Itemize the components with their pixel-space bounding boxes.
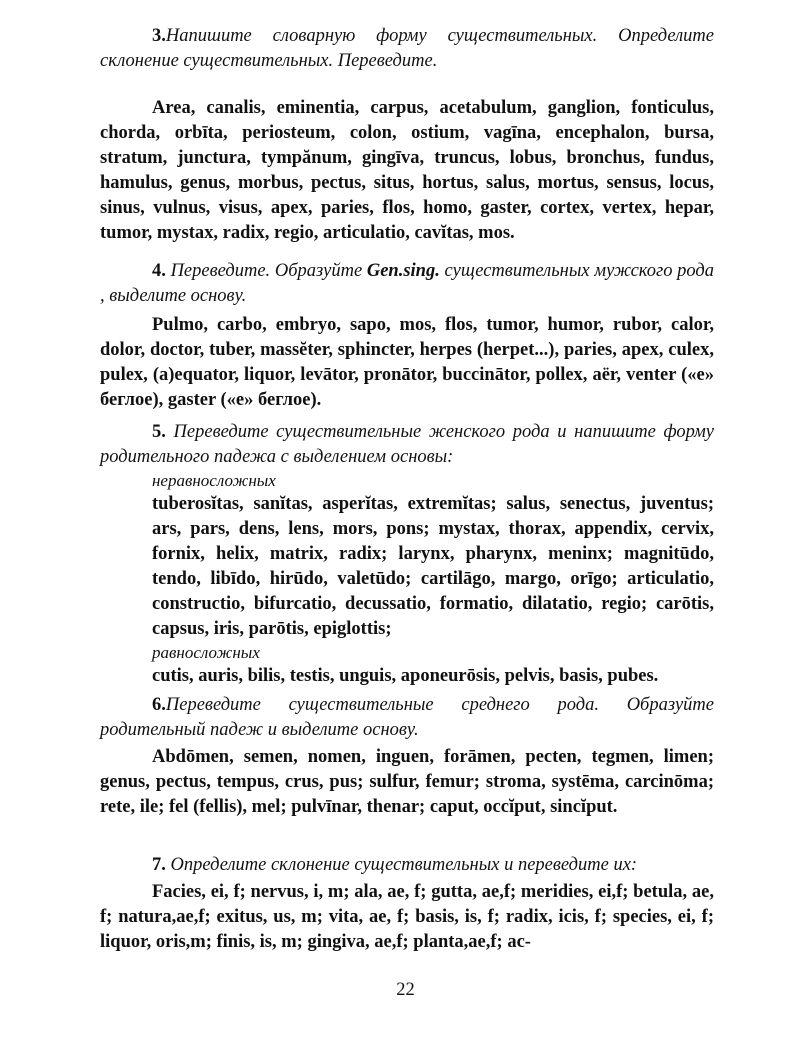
exercise-3-instruction: Напишите словарную форму существительных. Определите склонение существительных. Переведите. — [100, 26, 714, 71]
exercise-6 — [100, 693, 714, 820]
exercise-6-number: 6. — [152, 695, 166, 715]
exercise-5-subgroup-words-1 — [152, 492, 714, 642]
exercise-7-number: 7. — [152, 855, 166, 875]
exercise-5-word-list-2: cutis, auris, bilis, testis, unguis, aponeurōsis, pelvis, basis, pubes. — [152, 666, 659, 686]
exercise-3-heading — [100, 24, 714, 74]
exercise-3-word-list: Area, canalis, eminentia, carpus, acetabulum, ganglion, fonticulus, chorda, orbīta, periosteum, colon, ostium, vagīna, encephalon, bursa, stratum, junctura, tympănum, gingīva, truncus, lobus, bronchus, fundus, hamulus, genus, morbus, pectus, situs, hortus, salus, mortus, sensus, locus, sinus, vulnus, visus, apex, paries, flos, homo, gaster, cortex, vertex, hepar, tumor, mystax, radix, regio, articulatio, cavĭtas, mos. — [100, 98, 714, 243]
exercise-4-words — [100, 313, 714, 413]
exercise-5 — [100, 420, 714, 689]
exercise-3-words — [100, 96, 714, 246]
exercise-6-words — [100, 745, 714, 820]
exercise-4-heading — [100, 259, 714, 309]
exercise-4-word-list: Pulmo, carbo, embryo, sapo, mos, flos, tumor, humor, rubor, calor, dolor, doctor, tuber, massĕter, sphincter, herpes (herpet...), paries, apex, culex, pulex, (a)equator, liquor, levātor, pronātor, buccinātor, pollex, aёr, venter («е» беглое), gaster («е» беглое). — [100, 315, 714, 410]
exercise-6-word-list: Abdōmen, semen, nomen, inguen, forāmen, pecten, tegmen, limen; genus, pectus, tempus, crus, pus; sulfur, femur; stroma, systēma, carcinōma; rete, ile; fel (fellis), mel; pulvīnar, thenar; caput, occĭput, sincĭput. — [100, 747, 714, 817]
exercise-4-number: 4. — [152, 261, 166, 281]
exercise-7-instruction: Определите склонение существительных и переведите их: — [170, 855, 638, 875]
exercise-7-heading — [100, 853, 714, 878]
exercise-5-instruction: Переведите существительные женского рода и напишите форму родительного падежа с выделением основы: — [100, 422, 714, 467]
exercise-6-heading — [100, 693, 714, 743]
exercise-6-instruction: Переведите существительные среднего рода. Образуйте родительный падеж и выделите основу. — [100, 695, 714, 740]
exercise-3 — [100, 24, 714, 246]
exercise-7 — [100, 853, 714, 955]
exercise-7-words — [100, 880, 714, 955]
exercise-5-subgroup-words-2 — [152, 664, 714, 689]
exercise-5-heading — [100, 420, 714, 470]
page-number: 22 — [396, 980, 415, 1000]
gen-sing-term: Gen.sing. — [366, 261, 440, 281]
exercise-5-word-list-1: tuberosĭtas, sanĭtas, asperĭtas, extremĭtas; salus, senectus, juventus; ars, pars, dens, lens, mors, pons; mystax, thorax, appendix, cervix, fornix, helix, matrix, radix; larynx, pharynx, meninx; magnitūdo, tendo, libīdo, hirūdo, valetūdo; cartilāgo, margo, orīgo; articulatio, constructio, bifurcatio, decussatio, formatio, dilatatio, regio; carōtis, capsus, iris, parōtis, epiglottis; — [152, 494, 714, 639]
exercise-5-subgroup-label-2: равносложных — [152, 643, 260, 662]
exercise-5-subgroup-label-1: неравносложных — [152, 471, 276, 490]
exercise-4-instruction-part1: Переведите. Образуйте — [170, 261, 363, 281]
exercise-4-instruction-part2: существительных мужского рода , выделите основу. — [100, 261, 715, 306]
exercise-7-word-list: Facies, ei, f; nervus, i, m; ala, ae, f; gutta, ae,f; meridies, ei,f; betula, ae, f; natura,ae,f; exitus, us, m; vita, ae, f; basis, is, f; radix, icis, f; species, ei, f; liquor, oris,m; finis, is, m; gingiva, ae,f; planta,ae,f; ac- — [100, 882, 714, 952]
exercise-5-number: 5. — [152, 422, 166, 442]
exercise-4 — [100, 259, 714, 413]
exercise-3-number: 3. — [152, 26, 166, 46]
